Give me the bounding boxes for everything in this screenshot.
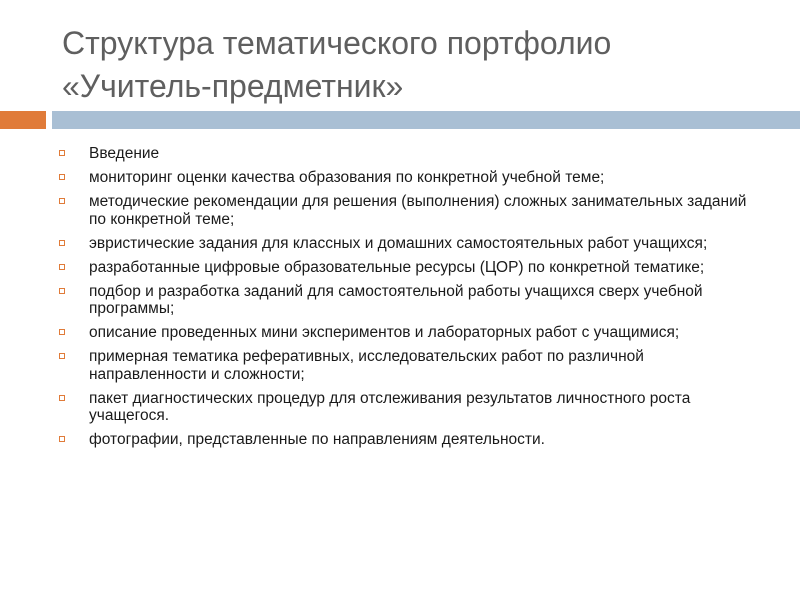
bullet-square-icon (59, 264, 65, 270)
bullet-square-icon (59, 353, 65, 359)
list-item (58, 259, 758, 277)
list-item-text: примерная тематика реферативных, исследовательских работ по различной направленности и сложности; (89, 348, 644, 383)
list-item (58, 283, 758, 318)
list-item-text: описание проведенных мини экспериментов и лабораторных работ с учащимися; (89, 324, 680, 341)
list-item-text: Введение (89, 145, 160, 162)
bullet-square-icon (59, 329, 65, 335)
list-item (58, 235, 758, 253)
list-item-text: пакет диагностических процедур для отслеживания результатов личностного роста учащегося. (89, 389, 691, 424)
list-item (58, 348, 758, 383)
accent-bar-blue (52, 111, 800, 129)
bullet-square-icon (59, 436, 65, 442)
slide-title-line-1: Структура тематического портфолио (62, 25, 612, 61)
list-item-text: мониторинг оценки качества образования по конкретной учебной теме; (89, 169, 605, 186)
list-item-text: эвристические задания для классных и домашних самостоятельных работ учащихся; (89, 234, 708, 252)
list-item (58, 324, 758, 342)
list-item-text: фотографии, представленные по направлениям деятельности. (89, 431, 545, 448)
list-item-text: методические рекомендации для решения (выполнения) сложных занимательных заданий по конкретной теме; (89, 193, 747, 228)
slide-title-line-2: «Учитель-предметник» (62, 68, 404, 104)
bullet-square-icon (59, 395, 65, 401)
list-item (58, 390, 758, 425)
bullet-square-icon (59, 150, 65, 156)
list-item-text: подбор и разработка заданий для самостоятельной работы учащихся сверх учебной программы; (89, 282, 703, 317)
list-item (58, 431, 758, 449)
bullet-list (58, 145, 758, 455)
list-item-text: разработанные цифровые образовательные ресурсы (ЦОР) по конкретной тематике; (89, 258, 705, 276)
list-item (58, 193, 758, 228)
list-item (58, 169, 758, 187)
bullet-square-icon (59, 288, 65, 294)
accent-bar-orange (0, 111, 46, 129)
list-item (58, 145, 758, 163)
bullet-square-icon (59, 174, 65, 180)
slide-title (62, 22, 782, 108)
bullet-square-icon (59, 198, 65, 204)
bullet-square-icon (59, 240, 65, 246)
